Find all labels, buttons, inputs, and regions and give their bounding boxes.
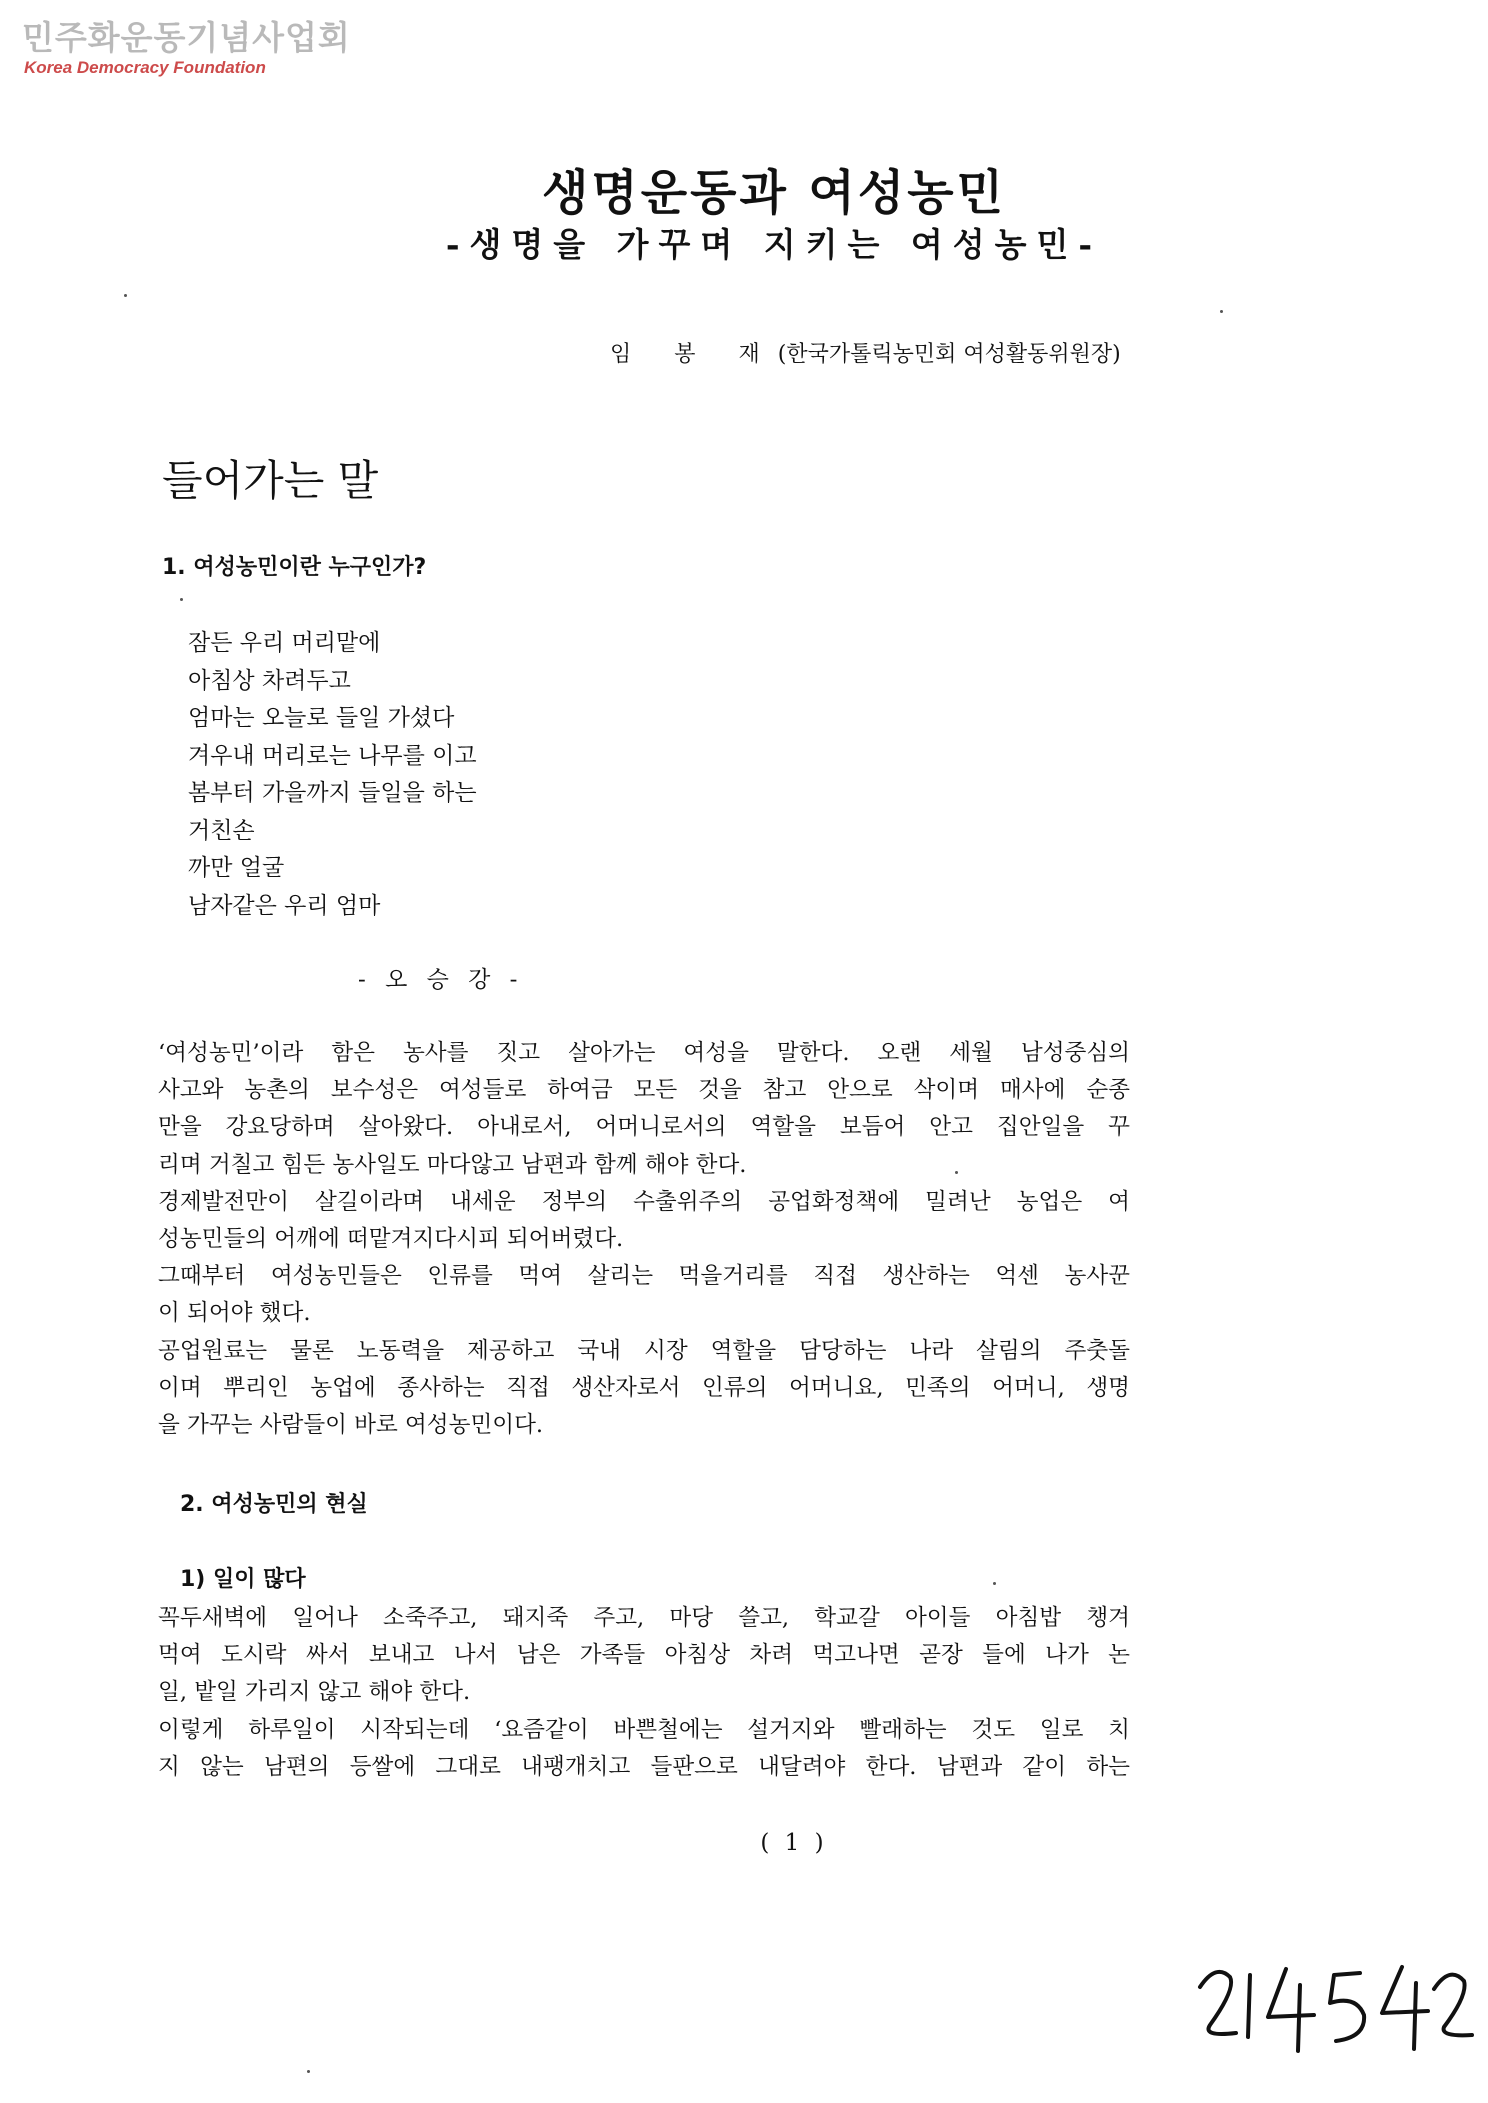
text-line: 을 가꾸는 사람들이 바로 여성농민이다.: [158, 1411, 544, 1438]
text-line: 공업원료는 물론 노동력을 제공하고 국내 시장 역할을 담당하는 나라 살림의 주춧돌: [158, 1337, 1130, 1364]
author-affiliation: (한국가톨릭농민회 여성활동위원장): [777, 342, 1121, 367]
text-line: 지 않는 남편의 등쌀에 그대로 내팽개치고 들판으로 내달려야 한다. 남편과 같이 하는: [158, 1753, 1130, 1780]
poem-line: 아침상 차려두고: [188, 667, 351, 694]
scan-speck: [180, 598, 183, 601]
text-line: 만을 강요당하며 살아왔다. 아내로서, 어머니로서의 역할을 보듬어 안고 집안일을 꾸: [158, 1114, 1130, 1141]
section-title: 들어가는 말: [162, 456, 379, 505]
scan-speck: [124, 294, 127, 297]
poem-line: 겨우내 머리로는 나무를 이고: [188, 742, 477, 769]
poem: [188, 625, 477, 925]
text-line: 이 되어야 했다.: [158, 1300, 311, 1327]
poem-line: 엄마는 오늘로 들일 가셨다: [188, 705, 455, 731]
page-number: ( 1 ): [760, 1830, 828, 1856]
text-line: ‘여성농민’이라 함은 농사를 짓고 살아가는 여성을 말한다. 오랜 세월 남성중심의: [158, 1040, 1130, 1066]
poem-line: 까만 얼굴: [188, 855, 285, 881]
text-line: 리며 거칠고 힘든 농사일도 마다않고 남편과 함께 해야 한다.: [158, 1151, 747, 1178]
poem-line: 남자같은 우리 엄마: [188, 892, 381, 919]
text-line: 이렇게 하루일이 시작되는데 ‘요즘같이 바쁜철에는 설거지와 빨래하는 것도 일로 치: [158, 1716, 1130, 1743]
text-line: 그때부터 여성농민들은 인류를 먹여 살리는 먹을거리를 직접 생산하는 억센 농사꾼: [158, 1263, 1130, 1290]
poem-author: - 오 승 강 -: [358, 967, 524, 993]
scan-speck: [955, 1171, 958, 1174]
text-line: 경제발전만이 살길이라며 내세운 정부의 수출위주의 공업화정책에 밀려난 농업은 여: [158, 1188, 1130, 1215]
heading-2-1: 1) 일이 많다: [180, 1567, 306, 1592]
heading-2: 2. 여성농민의 현실: [180, 1492, 368, 1517]
text-line: 꼭두새벽에 일어나 소죽주고, 돼지죽 주고, 마당 쓸고, 학교갈 아이들 아침밥 챙겨: [158, 1605, 1130, 1631]
poem-line: 거친손: [188, 817, 255, 844]
text-line: 사고와 농촌의 보수성은 여성들로 하여금 모든 것을 참고 안으로 삭이며 매사에 순종: [158, 1077, 1130, 1104]
author-name: 임 봉 재: [610, 342, 778, 367]
text-line: 이며 뿌리인 농업에 종사하는 직접 생산자로서 인류의 어머니요, 민족의 어머니, 생명: [158, 1374, 1130, 1401]
scan-speck: [1220, 310, 1223, 313]
watermark-english: Korea Democracy Foundation: [24, 58, 266, 77]
paragraph-workload: [158, 1600, 1130, 1786]
handwritten-number-drawing: [1188, 1955, 1478, 2065]
watermark-korean: 민주화운동기념사업회: [22, 18, 351, 57]
document-subtitle: -생명을 가꾸며 지키는 여성농민-: [445, 225, 1103, 264]
poem-line: 잠든 우리 머리맡에: [188, 630, 381, 656]
handwritten-archive-number: [1188, 1955, 1478, 2069]
author-line: [610, 340, 1121, 370]
heading-1: 1. 여성농민이란 누구인가?: [162, 555, 427, 580]
text-line: 성농민들의 어깨에 떠맡겨지다시피 되어버렸다.: [158, 1225, 624, 1252]
document-title: 생명운동과 여성농민: [541, 165, 1007, 221]
scan-speck: [307, 2070, 310, 2073]
text-line: 일, 밭일 가리지 않고 해야 한다.: [158, 1679, 471, 1706]
scan-speck: [993, 1582, 996, 1585]
text-line: 먹여 도시락 싸서 보내고 나서 남은 가족들 아침상 차려 먹고나면 곧장 들에 나가 논: [158, 1642, 1130, 1669]
paragraph-intro: [158, 1035, 1130, 1444]
poem-line: 봄부터 가을까지 들일을 하는: [188, 780, 477, 806]
foundation-watermark: [22, 18, 351, 78]
